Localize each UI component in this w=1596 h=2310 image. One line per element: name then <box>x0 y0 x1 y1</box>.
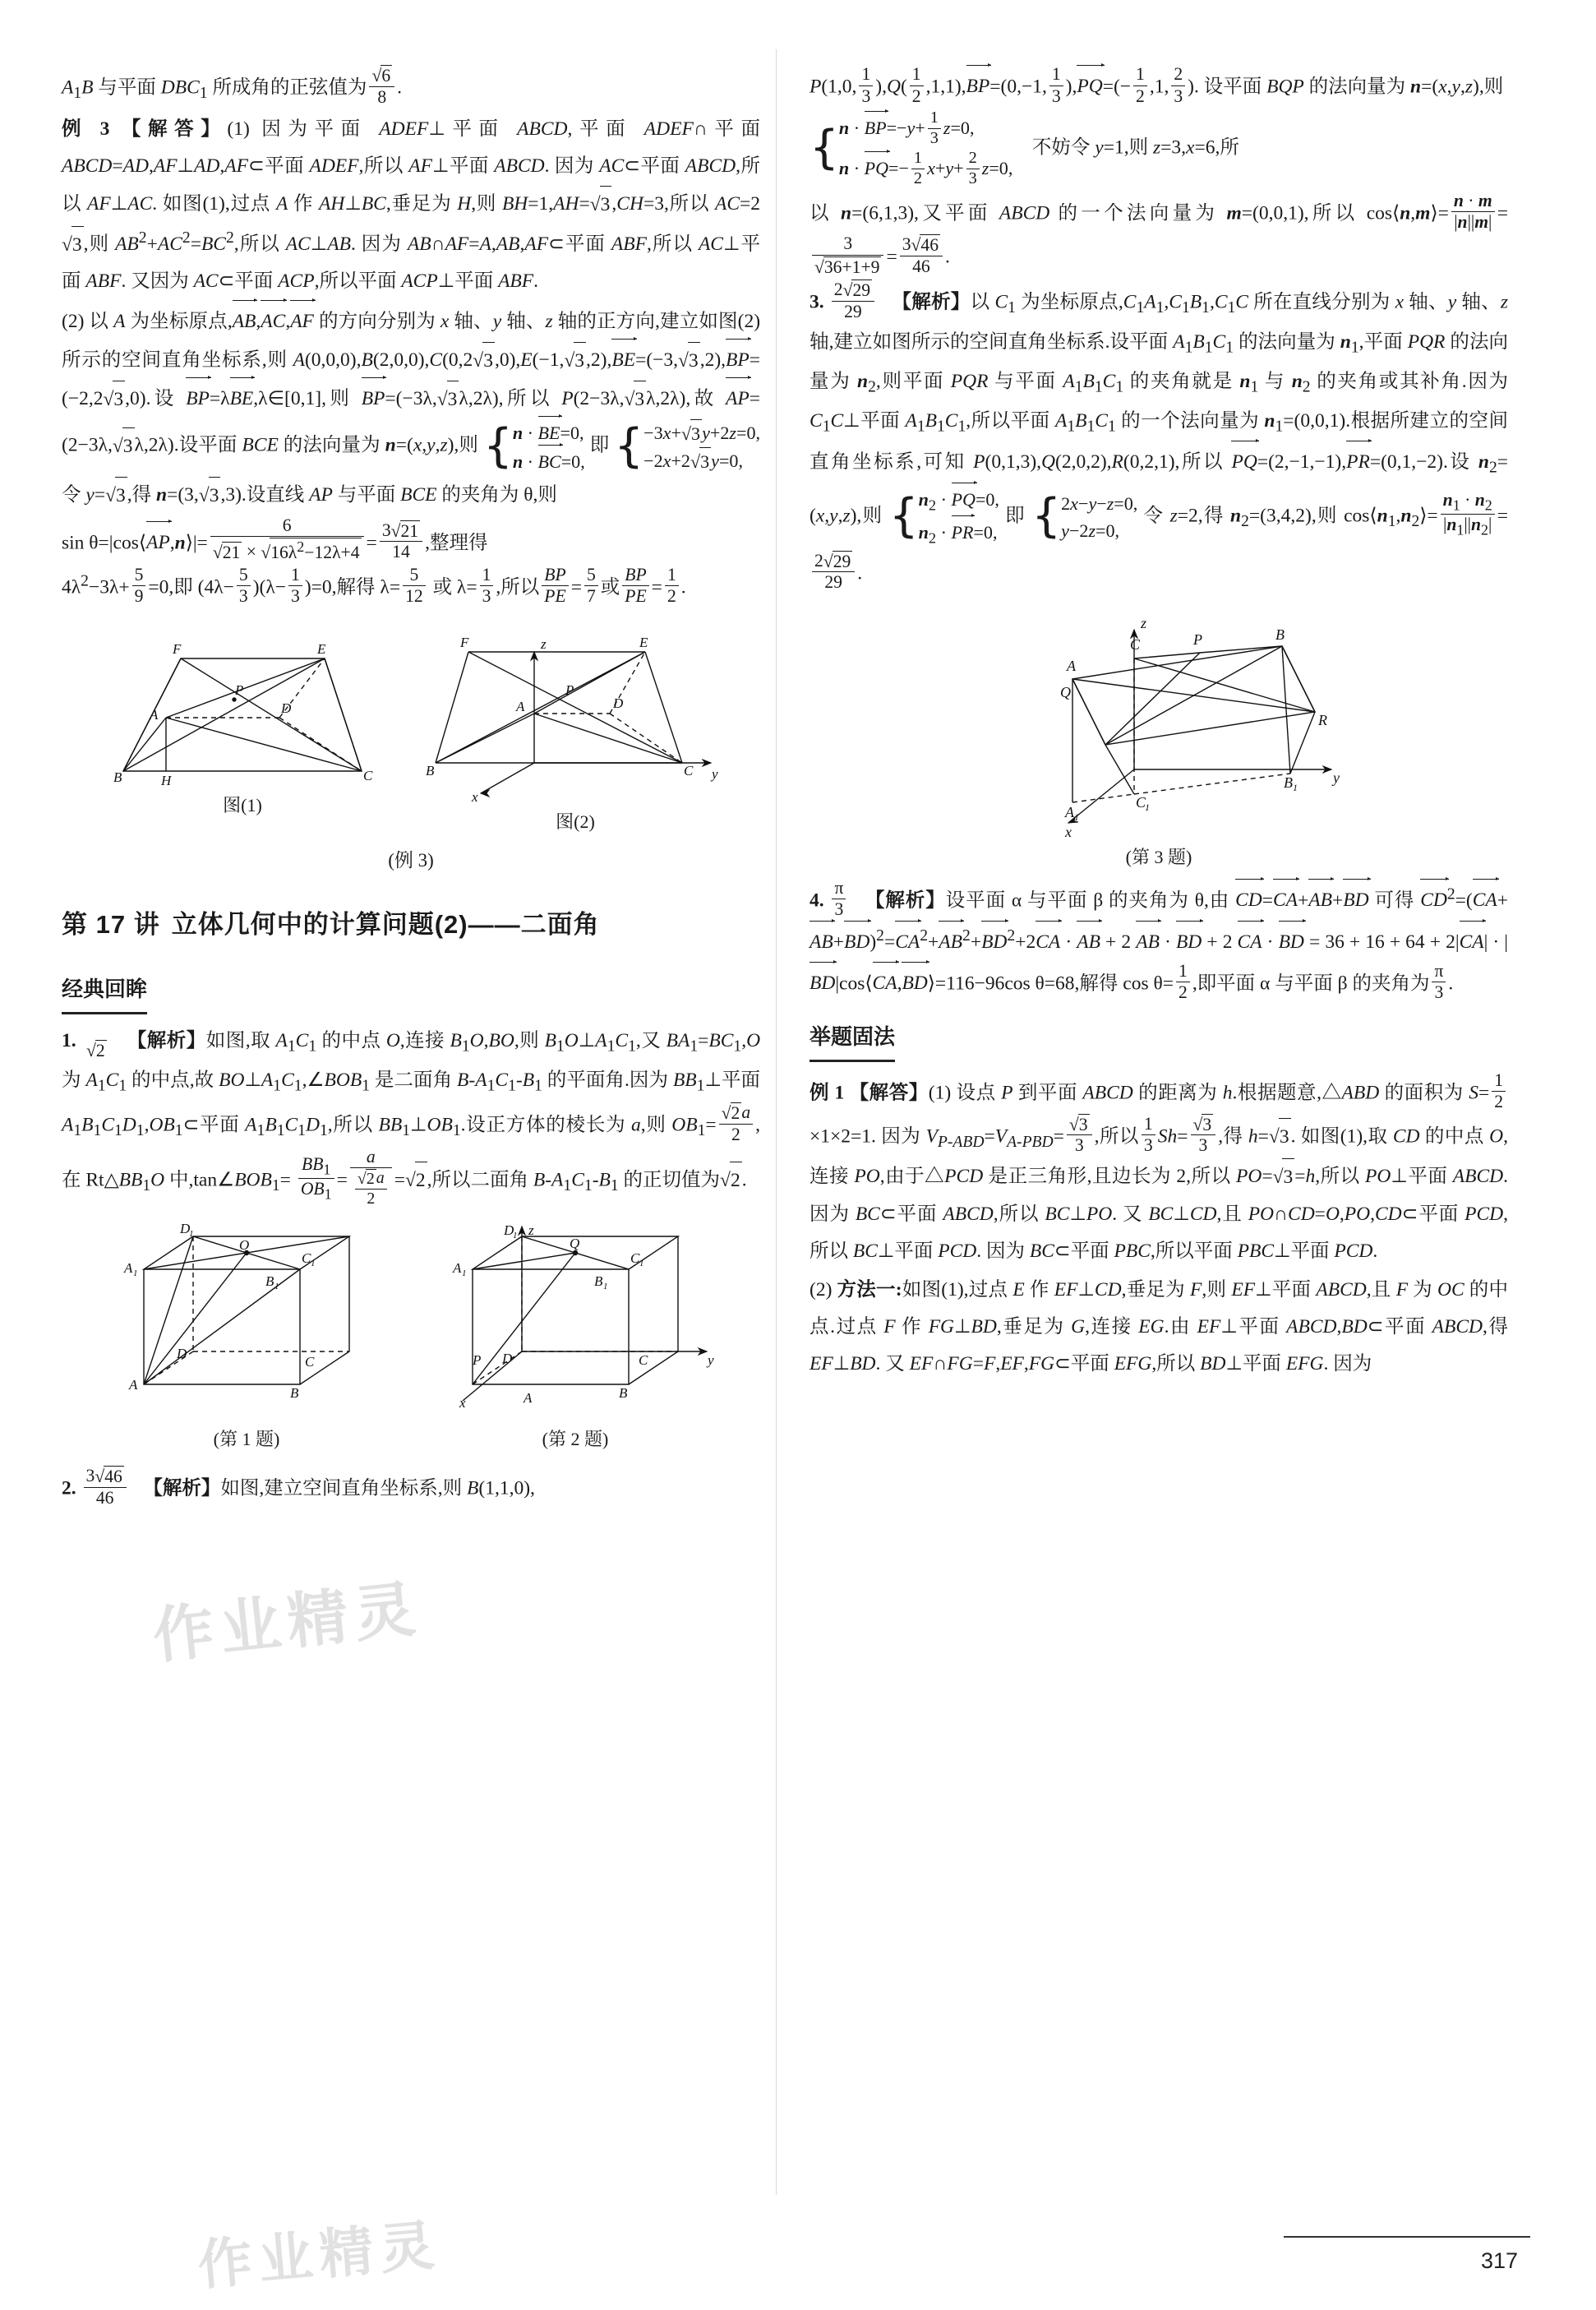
svg-text:B: B <box>1284 774 1293 791</box>
svg-text:y: y <box>712 765 718 782</box>
svg-text:z: z <box>541 635 547 652</box>
svg-text:E: E <box>639 634 648 650</box>
example1-label: 例 1 <box>810 1082 845 1104</box>
svg-text:F: F <box>460 634 469 650</box>
svg-text:x: x <box>1065 823 1072 840</box>
svg-text:C: C <box>684 762 694 778</box>
svg-text:B: B <box>426 762 435 778</box>
q1-tag: 【解析】 <box>127 1029 206 1051</box>
svg-text:1: 1 <box>1074 811 1079 823</box>
svg-text:H: H <box>161 772 172 788</box>
example3-figures <box>62 619 760 839</box>
svg-text:F: F <box>173 640 182 657</box>
question-3: 3. $\frac{2√29}{29}$ 【解析】以 $C_1$ 为坐标原点$,C_1A_1,C_1B_1,C_1C$ 所在直线分别为 x 轴、y 轴、z 轴,建立如图所示的空间直角坐标系.设平面 $A_1B_1C_1$ 的法向量为 $n_1$,平面 PQR 的法向量为 $n_2$,则平面 PQR 与平面 $A_1B_1C_1$ 的夹角就是 $n_1$ 与 $n_2$ 的夹角或其补角.因为 $C_1C\perp$平面 $A_1B_1C_1$,所以平面 $A_1B_1C_1$ 的一个法向量为 $n_1=(0,0,1)$.根据所建立的空间直角坐标系,可知 P(0,1,3),Q(2,0,2),R(0,2,1),所以 PQ=(2,−1,−1),PR=(0,1,−2).设 $n_2=(x,y,z)$,则 {$n_2 \cdot PQ=0$, $n_2 \cdot PR=0$, 即 {2x−y−z=0, y−2z=0, 令 z=2,得 $n_2=(3,4,2)$,则 $\cos⟨n_1,n_2⟩=$ $\frac{n_1 \cdot n_2}{|n_1||n_2|}$ = $\frac{2√29}{29}$ . <box>810 280 1509 593</box>
watermark-2: 作业精灵 <box>195 2214 444 2296</box>
right-column <box>810 64 1508 1384</box>
example3-figure-caption: (例 3) <box>388 850 434 871</box>
svg-text:A: A <box>524 1390 533 1407</box>
right-top-coords: P(1,0, $\frac{1}{3}$ ),Q( $\frac{1}{2}$ ,1,1),BP=(0,−1, $\frac{1}{3}$ ),PQ=(− $\frac{1}{2}$ ,1, $\frac{2}{3}$ ). 设平面 BQP 的法向量为 n=(x,y,z),则 <box>810 64 1504 106</box>
svg-text:A: A <box>1065 803 1074 820</box>
svg-text:B: B <box>290 1385 299 1402</box>
svg-text:x: x <box>459 1395 466 1411</box>
svg-text:A: A <box>516 698 525 714</box>
svg-text:A: A <box>1067 657 1076 674</box>
figure-q2-label: (第 2 题) <box>542 1429 609 1450</box>
left-top-line: $A_1B$ 与平面 $DBC_1$ 所成角的正弦值为 $\frac{√6}{8}$ . <box>62 66 402 107</box>
svg-text:D: D <box>177 1346 187 1362</box>
svg-text:D: D <box>504 1222 514 1239</box>
figure-2 <box>419 619 731 839</box>
svg-text:1: 1 <box>311 1259 316 1269</box>
svg-text:C: C <box>1130 635 1141 653</box>
q4-number: 4. <box>810 889 824 912</box>
question-1: 1. √2 【解析】如图,取 $A_1C_1$ 的中点 O,连接 $B_1O,BO$,则 $B_1O\perp A_1C_1$,又 $BA_1=BC_1,O$ 为 $A_1C_1$ 的中点,故 $BO\perp A_1C_1,\angle BOB_1$ 是二面角 $B-A_1C_1-B_1$ 的平面角.因为 $BB_1\perp$平面 $A_1B_1C_1D_1,OB_1\subset$平面 $A_1B_1C_1D_1$,所以 $BB_1\perp OB_1$.设正方体的棱长为 a,则 $OB_1=$ $\frac{√2a}{2}$ ,在 $Rt\triangle BB_1O$ 中$,\tan\angle BOB_1=$ $\frac{BB_1}{OB_1}$ = $\frac{a}{\frac{√2 a}{2}}$ =√2,所以二面角 $B-A_1C_1-B_1$ 的正切值为√2. <box>62 1029 761 1208</box>
right-after: 以 n=(6,1,3),又平面 ABCD 的一个法向量为 m=(0,0,1),所以 cos⟨n,m⟩= $\frac{n \cdot m}{|n||m|}$ = $\frac{3}{√36+1+9}$ = $\frac{3√46}{46}$ . <box>810 190 1508 277</box>
q2-tag: 【解析】 <box>143 1477 221 1499</box>
svg-text:O: O <box>239 1237 250 1254</box>
eq-n-bc: n · BC=0, <box>513 451 585 472</box>
example3-part2: (2) 以 A 为坐标原点,AB,AC,AF 的方向分别为 x 轴、y 轴、z 轴的正方向,建立如图(2)所示的空间直角坐标系,则 A(0,0,0),B(2,0,0),C(0,2√3,0),E(−1,√3,2),BE=(−3,√3,2),BP=(−2,2√3,0).设 BP=λBE,λ∈[0,1],则 BP=(−3λ,√3λ,2λ),所以 P(2−3λ,√3λ,2λ),故 AP=(2−3λ,√3λ,2λ).设平面 BCE 的法向量为 n=(x,y,z),则 {n · BE=0, n · BC=0, 即 {−3x+√3y+2z=0, −2x+2√3y=0, 令 y=√3,得 n=(3,√3,3).设直线 AP 与平面 BCE 的夹角为 θ,则 <box>62 302 760 514</box>
example3-eq-line: $4\lambda^2-3\lambda+$ $\frac{5}{9}$ =0,即 (4λ− $\frac{5}{3}$ )(λ− $\frac{1}{3}$ )=0,解得 λ= $\frac{5}{12}$ 或 λ= $\frac{1}{3}$ ,所以 $\frac{BP}{PE}$ = $\frac{5}{7}$ 或 $\frac{BP}{PE}$ = $\frac{1}{2}$ . <box>62 564 686 607</box>
svg-text:B: B <box>1275 626 1285 643</box>
svg-text:A: A <box>453 1260 462 1277</box>
svg-text:D: D <box>613 695 624 711</box>
q3-tag: 【解析】 <box>892 291 971 313</box>
chapter-number: 第 17 讲 <box>62 910 160 940</box>
page-number: 317 <box>1480 2248 1518 2273</box>
svg-text:C: C <box>305 1354 315 1370</box>
svg-text:1: 1 <box>274 1282 279 1292</box>
watermark-1: 作业精灵 <box>150 1574 426 1670</box>
question-figures <box>62 1220 760 1457</box>
example3-answer-tag: 【解答】 <box>121 118 228 140</box>
svg-text:B: B <box>265 1273 274 1290</box>
svg-text:C: C <box>363 767 373 783</box>
column-divider <box>776 49 777 2195</box>
q1-number: 1. <box>62 1029 76 1051</box>
example1-answer: 例 1 【解答】(1) 设点 P 到平面 ABCD 的距离为 h.根据题意,△ABD 的面积为 S= $\frac{1}{2}$ ×1×2=1. 因为 $V_{P-ABD}=V_{A-PBD}=$ $\frac{√3}{3}$ ,所以 $\frac{1}{3}$ Sh= $\frac{√3}{3}$ ,得 h=√3. 如图(1),取 CD 的中点 O,连接 PO,由于△PCD 是正三角形,且边长为 2,所以 PO=√3=h,所以 PO⊥平面 ABCD. 因为 BC⊂平面 ABCD,所以 BC⊥PO. 又 BC⊥CD,且 PO∩CD=O,PO,CD⊂平面 PCD,所以 BC⊥平面 PCD. 因为 BC⊂平面 PBC,所以平面 PBC⊥平面 PCD. <box>810 1070 1509 1262</box>
svg-text:z: z <box>528 1222 534 1239</box>
svg-text:1: 1 <box>603 1282 608 1292</box>
chapter-title: 立体几何中的计算问题(2)——二面角 <box>171 910 600 940</box>
svg-text:D: D <box>180 1221 191 1237</box>
svg-text:x: x <box>472 788 478 805</box>
figure-q1-label: (第 1 题) <box>213 1429 280 1450</box>
figure-q3-label: (第 3 题) <box>1125 846 1192 867</box>
footer-rule <box>1284 2236 1530 2238</box>
svg-text:1: 1 <box>513 1231 518 1241</box>
figure-2-label: 图(2) <box>556 811 595 832</box>
right-system: {n · BP=−y+ $\frac{1}{3}$ z=0, n · PQ=− $\frac{1}{2}$ x+y+ $\frac{2}{3}$ z=0, 不妨令 y=1,则 z=3,x=6,所 <box>810 109 1239 187</box>
svg-text:C: C <box>639 1352 648 1369</box>
svg-text:1: 1 <box>1293 781 1298 793</box>
svg-text:B: B <box>619 1385 628 1402</box>
svg-text:A: A <box>124 1260 133 1277</box>
svg-text:Q: Q <box>570 1236 580 1252</box>
eq-n-bp: n · BP=−y+ $\frac{1}{3}$ z=0, <box>838 109 975 148</box>
svg-text:z: z <box>1141 614 1147 631</box>
svg-text:1: 1 <box>639 1259 644 1269</box>
svg-text:1: 1 <box>133 1268 138 1279</box>
svg-text:C: C <box>630 1250 640 1267</box>
q3-number: 3. <box>810 291 824 313</box>
svg-text:R: R <box>1318 711 1327 728</box>
svg-text:B: B <box>113 769 122 785</box>
example1-part2: (2) 方法一:如图(1),过点 E 作 EF⊥CD,垂足为 F,则 EF⊥平面 ABCD,且 F 为 OC 的中点.过点 F 作 FG⊥BD,垂足为 G,连接 EG.由 EF⊥平面 ABCD,BD⊂平面 ABCD,得 EF⊥BD. 又 EF∩FG=F,EF,FG⊂平面 EFG,所以 BD⊥平面 EFG. 因为 <box>810 1278 1509 1374</box>
svg-text:A: A <box>129 1377 138 1393</box>
svg-text:C: C <box>1136 793 1146 811</box>
svg-text:P: P <box>565 681 574 698</box>
eq-n-be: n · BE=0, <box>513 423 584 443</box>
svg-text:1: 1 <box>1145 801 1150 813</box>
svg-text:C: C <box>302 1250 311 1267</box>
q4-tag: 【解析】 <box>865 889 946 912</box>
eq-n-pq: n · PQ=− $\frac{1}{2}$ x+y+ $\frac{2}{3}$ z=0, <box>838 149 1013 187</box>
svg-text:Q: Q <box>1060 683 1071 700</box>
question-4: 4. $\frac{\pi}{3}$ 【解析】设平面 α 与平面 β 的夹角为 θ,由 CD=CA+AB+BD 可得 $CD^2=(CA+AB+BD)^2=CA^2+AB^2+BD^2+2CA$ · AB + 2 AB · BD + 2 CA · BD = 36 + 16 + 64 + 2|CA| · |BD|cos⟨CA,BD⟩=116−96cos θ=68,解得 cos θ= $\frac{1}{2}$ ,即平面 α 与平面 β 的夹角为 $\frac{\pi}{3}$ . <box>810 877 1509 1003</box>
figure-q3-wrap <box>810 605 1508 875</box>
example3-label: 例 3 <box>62 118 110 140</box>
svg-text:y: y <box>708 1352 714 1369</box>
subhead-classic-review: 经典回眸 <box>62 969 147 1014</box>
svg-text:P: P <box>1193 631 1202 648</box>
svg-text:y: y <box>1333 769 1340 786</box>
left-column <box>62 64 760 1511</box>
subhead-practice: 举题固法 <box>810 1017 895 1062</box>
svg-text:D: D <box>281 700 292 716</box>
svg-text:1: 1 <box>189 1229 194 1240</box>
q2-number: 2. <box>62 1477 76 1499</box>
figure-q3 <box>929 605 1389 875</box>
figure-1 <box>90 619 394 839</box>
example3-sin-line: sin θ=|cos⟨AP,n⟩|= $\frac{6}{√21 \times √16\lambda^2-12\lambda+4}$ = $\frac{3√21}{14}$ ,整理得 <box>62 515 488 563</box>
example3-answer: 例 3 【解答】(1) 因为平面 ADEF⊥平面 ABCD,平面 ADEF∩平面 ABCD=AD,AF⊥AD,AF⊂平面 ADEF,所以 AF⊥平面 ABCD. 因为 AC⊂平面 ABCD,所以 AF⊥AC. 如图(1),过点 A 作 AH⊥BC,垂足为 H,则 BH=1,AH=√3,CH=3,所以 AC=2√3,则 $AB^2+AC^2=BC^2$,所以 AC⊥AB. 因为 AB∩AF=A,AB,AF⊂平面 ABF,所以 AC⊥平面 ABF. 又因为 AC⊂平面 ACP,所以平面 ACP⊥平面 ABF. <box>62 118 761 292</box>
svg-text:P: P <box>473 1352 482 1369</box>
svg-text:E: E <box>317 640 326 657</box>
chapter-heading <box>62 900 760 949</box>
svg-text:1: 1 <box>462 1268 467 1279</box>
svg-text:D: D <box>502 1351 513 1367</box>
svg-text:A: A <box>150 706 159 723</box>
svg-text:P: P <box>235 681 244 698</box>
figure-q1 <box>95 1220 399 1457</box>
example1-tag: 【解答】 <box>849 1082 929 1104</box>
figure-q2 <box>423 1220 727 1457</box>
svg-text:B: B <box>594 1273 603 1290</box>
figure-1-label: 图(1) <box>223 794 262 815</box>
question-2: 2. $\frac{3√46}{46}$ 【解析】如图,建立空间直角坐标系,则 B(1,1,0), <box>62 1466 535 1508</box>
